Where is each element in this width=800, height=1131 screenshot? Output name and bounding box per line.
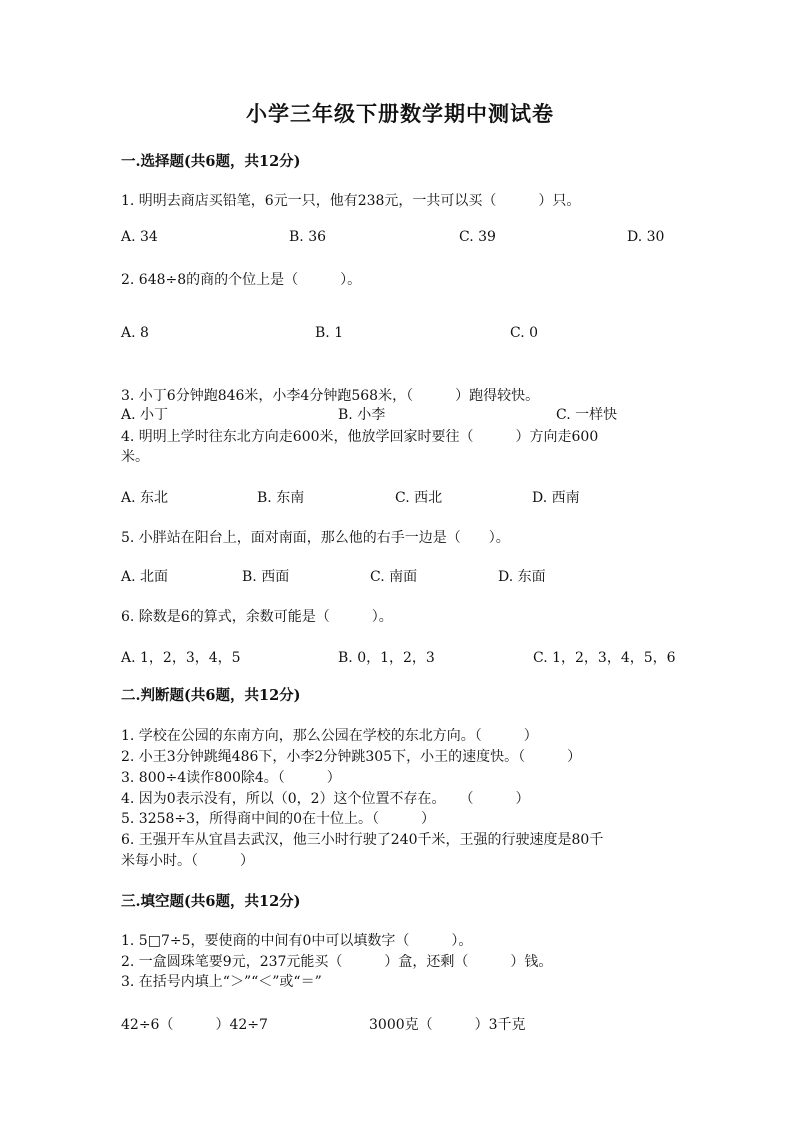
- q5-option-a: A. 北面: [121, 569, 169, 585]
- q4-option-b: B. 东南: [257, 490, 305, 506]
- q3-option-a: A. 小丁: [121, 407, 169, 423]
- judge-item-5: 5. 3258÷3，所得商中间的0在十位上。（ ）: [121, 811, 435, 827]
- q5-option-b: B. 西面: [242, 569, 290, 585]
- q1-option-d: D. 30: [627, 229, 665, 245]
- question-4-line2: 米。: [121, 449, 149, 465]
- q1-option-c: C. 39: [459, 229, 496, 245]
- q3-option-b: B. 小李: [338, 407, 386, 423]
- q4-option-c: C. 西北: [395, 490, 443, 506]
- judge-item-3: 3. 800÷4读作800除4。（ ）: [121, 770, 341, 786]
- fill-item-1: 1. 5□7÷5，要使商的中间有0中可以填数字（ ）。: [121, 933, 473, 949]
- section-heading-fill: 三.填空题(共6题，共12分): [121, 893, 301, 910]
- fill-item-2: 2. 一盒圆珠笔要9元，237元能买（ ）盒，还剩（ ）钱。: [121, 954, 553, 970]
- q2-option-c: C. 0: [510, 325, 539, 341]
- judge-item-2: 2. 小王3分钟跳绳486下，小李2分钟跳305下，小王的速度快。（ ）: [121, 749, 582, 765]
- q3-option-c: C. 一样快: [556, 407, 618, 423]
- q5-option-d: D. 东面: [498, 569, 546, 585]
- q6-option-b: B. 0，1，2，3: [338, 650, 435, 666]
- question-6: 6. 除数是6的算式，余数可能是（ ）。: [121, 609, 393, 625]
- section-heading-judge: 二.判断题(共6题，共12分): [121, 687, 301, 704]
- q1-option-b: B. 36: [289, 229, 327, 245]
- fill-item-3: 3. 在括号内填上“＞”“＜”或“＝”: [121, 974, 322, 990]
- q4-option-d: D. 西南: [532, 490, 580, 506]
- section-heading-choice: 一.选择题(共6题，共12分): [121, 153, 301, 170]
- q2-option-a: A. 8: [121, 325, 149, 341]
- q2-option-b: B. 1: [315, 325, 344, 341]
- compare-item-2: 3000克（ ）3千克: [369, 1017, 526, 1033]
- page-title: 小学三年级下册数学期中测试卷: [246, 101, 554, 126]
- judge-item-6-line2: 米每小时。（ ）: [121, 853, 254, 869]
- q1-option-a: A. 34: [121, 229, 158, 245]
- judge-item-6-line1: 6. 王强开车从宜昌去武汉，他三小时行驶了240千米，王强的行驶速度是80千: [121, 832, 604, 848]
- q5-option-c: C. 南面: [370, 569, 418, 585]
- q6-option-c: C. 1，2，3，4，5，6: [533, 650, 676, 666]
- q6-option-a: A. 1，2，3，4，5: [121, 650, 241, 666]
- question-5: 5. 小胖站在阳台上，面对南面，那么他的右手一边是（ ）。: [121, 530, 510, 546]
- q4-option-a: A. 东北: [121, 490, 169, 506]
- question-1: 1. 明明去商店买铅笔，6元一只，他有238元，一共可以买（ ）只。: [121, 193, 581, 209]
- question-2: 2. 648÷8的商的个位上是（ ）。: [121, 272, 362, 288]
- judge-item-1: 1. 学校在公园的东南方向，那么公园在学校的东北方向。（ ）: [121, 728, 538, 744]
- judge-item-4: 4. 因为0表示没有，所以（0，2）这个位置不存在。 （ ）: [121, 791, 530, 807]
- compare-item-1: 42÷6（ ）42÷7: [121, 1017, 268, 1033]
- question-4-line1: 4. 明明上学时往东北方向走600米，他放学回家时要往（ ）方向走600: [121, 429, 599, 445]
- question-3: 3. 小丁6分钟跑846米，小李4分钟跑568米，（ ）跑得较快。: [121, 388, 540, 404]
